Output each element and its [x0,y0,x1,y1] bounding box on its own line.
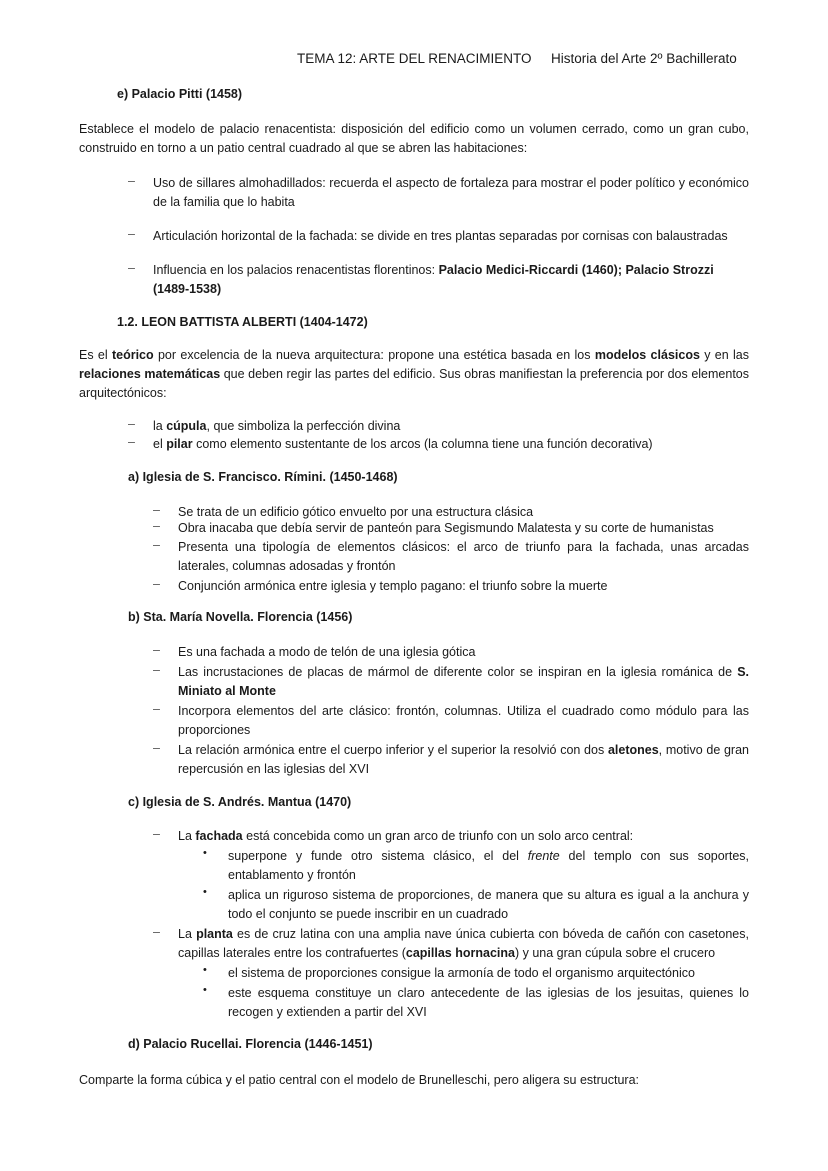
dash-marker: – [128,227,135,241]
header-course: Historia del Arte 2º Bachillerato [551,51,737,66]
rucellai-text: Comparte la forma cúbica y el patio central con el modelo de Brunelleschi, pero aligera su estructura: [79,1073,640,1087]
bullet-marker: • [203,984,207,996]
heading-novella: b) Sta. María Novella. Florencia (1456) [128,610,353,624]
pitti-item-2: Articulación horizontal de la fachada: se divide en tres plantas separadas por cornisas con balaustradas [153,229,728,243]
pitti-intro: Establece el modelo de palacio renacentista: disposición del edificio como un volumen cerrado, como un gran cubo, construido en torno a un patio central cuadrado al que se abren las habitaciones: [79,122,749,155]
dash-marker: – [153,538,160,552]
novella-item-1: Es una fachada a modo de telón de una iglesia gótica [178,645,476,659]
andres-planta-sub-1: el sistema de proporciones consigue la armonía de todo el organismo arquitectónico [228,966,695,980]
dash-marker: – [153,577,160,591]
dash-marker: – [153,663,160,677]
dash-marker: – [153,702,160,716]
alberti-element-pilar: el pilar como elemento sustentante de los arcos (la columna tiene una función decorativa) [153,437,653,451]
page-header [297,51,737,66]
rimini-item-1: Se trata de un edificio gótico envuelto por una estructura clásica [178,505,534,519]
rimini-item-2: Obra inacaba que debía servir de panteón para Segismundo Malatesta y su corte de humanistas [178,521,714,535]
bullet-marker: • [203,964,207,976]
dash-marker: – [128,435,135,449]
heading-andres: c) Iglesia de S. Andrés. Mantua (1470) [128,795,352,809]
dash-marker: – [128,417,135,431]
header-topic: TEMA 12: ARTE DEL RENACIMIENTO [297,51,532,66]
andres-fachada: La fachada está concebida como un gran arco de triunfo con un solo arco central: [178,829,634,843]
andres-planta: La planta es de cruz latina con una amplia nave única cubierta con bóveda de cañón con casetones, capillas laterales entre los contrafuertes (capillas hornacina) y una gran cúpula sobre el crucero [178,927,749,960]
alberti-element-cupula: la cúpula, que simboliza la perfección divina [153,419,401,433]
pitti-item-1: Uso de sillares almohadillados: recuerda el aspecto de fortaleza para mostrar el poder político y económico de la familia que lo habita [153,176,749,209]
dash-marker: – [153,827,160,841]
andres-fachada-sub-2: aplica un riguroso sistema de proporciones, de manera que su altura es igual a la anchura y todo el conjunto se puede inscribir en un cuadrado [228,888,749,921]
dash-marker: – [153,741,160,755]
rimini-item-4: Conjunción armónica entre iglesia y templo pagano: el triunfo sobre la muerte [178,579,608,593]
dash-marker: – [128,174,135,188]
dash-marker: – [153,925,160,939]
alberti-intro: Es el teórico por excelencia de la nueva arquitectura: propone una estética basada en los modelos clásicos y en las relaciones matemáticas que deben regir las partes del edificio. Sus obras manifiestan la preferencia por dos elementos arquitectónicos: [79,348,750,400]
rimini-item-3: Presenta una tipología de elementos clásicos: el arco de triunfo para la fachada, unas arcadas laterales, columnas adosadas y frontón [178,540,749,573]
heading-palacio-pitti: e) Palacio Pitti (1458) [117,87,243,101]
bullet-marker: • [203,886,207,898]
heading-alberti: 1.2. LEON BATTISTA ALBERTI (1404-1472) [117,315,368,329]
heading-rimini: a) Iglesia de S. Francisco. Rímini. (1450-1468) [128,470,398,484]
dash-marker: – [153,643,160,657]
andres-planta-sub-2: este esquema constituye un claro antecedente de las iglesias de los jesuitas, quienes lo recogen y extienden a partir del XVI [228,986,749,1019]
andres-fachada-sub-1: superpone y funde otro sistema clásico, el del frente del templo con sus soportes, entablamento y frontón [228,849,749,882]
heading-rucellai: d) Palacio Rucellai. Florencia (1446-1451) [128,1037,373,1051]
dash-marker: – [153,503,160,517]
dash-marker: – [128,261,135,275]
dash-marker: – [153,519,160,533]
bullet-marker: • [203,847,207,859]
novella-item-4: La relación armónica entre el cuerpo inferior y el superior la resolvió con dos aletones, motivo de gran repercusión en las iglesias del XVI [178,743,749,776]
novella-item-3: Incorpora elementos del arte clásico: frontón, columnas. Utiliza el cuadrado como módulo para las proporciones [178,704,749,737]
novella-item-2: Las incrustaciones de placas de mármol de diferente color se inspiran en la iglesia románica de S. Miniato al Monte [178,665,749,698]
pitti-item-3: Influencia en los palacios renacentistas florentinos: Palacio Medici-Riccardi (1460); Palacio Strozzi (1489-1538) [153,263,714,296]
